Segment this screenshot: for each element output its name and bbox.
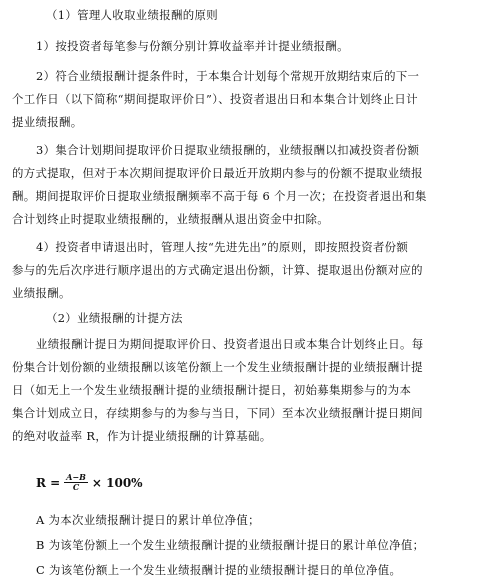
definition-c: C 为该笔份额上一个发生业绩报酬计提的业绩报酬计提日的单位净值。 xyxy=(36,563,402,577)
formula-numerator: A−B xyxy=(66,472,86,482)
paragraph-line: 合计划终止时提取业绩报酬的，业绩报酬从退出资金中扣除。 xyxy=(12,212,329,226)
paragraph-line: 日（如无上一个发生业绩报酬计提的业绩报酬计提日，初始募集期参与的为本 xyxy=(12,383,412,397)
return-formula xyxy=(36,473,143,492)
paragraph-line: 的绝对收益率 R，作为计提业绩报酬的计算基础。 xyxy=(12,429,272,443)
paragraph-line: 提业绩报酬。 xyxy=(12,115,83,129)
section-heading-method: （2）业绩报酬的计提方法 xyxy=(46,311,183,325)
paragraph-line: 3）集合计划期间提取评价日提取业绩报酬的，业绩报酬以扣减投资者份额 xyxy=(36,143,420,157)
paragraph-line: 2）符合业绩报酬计提条件时，于本集合计划每个常规开放期结束后的下一 xyxy=(36,69,420,83)
formula-fraction xyxy=(64,473,88,492)
paragraph-line: 酬。期间提取评价日提取业绩报酬频率不高于每 6 个月一次；在投资者退出和集 xyxy=(12,189,427,203)
paragraph-line: 业绩报酬。 xyxy=(12,286,71,300)
definition-a: A 为本次业绩报酬计提日的累计单位净值； xyxy=(36,513,260,527)
paragraph-line: 份集合计划份额的业绩报酬以该笔份额上一个发生业绩报酬计提的业绩报酬计提 xyxy=(12,360,423,374)
section-heading-principles: （1）管理人收取业绩报酬的原则 xyxy=(46,8,218,22)
paragraph-line: 集合计划成立日，存续期参与的为参与当日，下同）至本次业绩报酬计提日期间 xyxy=(12,406,423,420)
formula-rhs: × 100% xyxy=(91,475,143,490)
formula-denominator: C xyxy=(72,482,80,492)
paragraph-line: 个工作日（以下简称“期间提取评价日”）、投资者退出日和本集合计划终止日计 xyxy=(12,92,418,106)
definition-b: B 为该笔份额上一个发生业绩报酬计提的业绩报酬计提日的累计单位净值； xyxy=(36,538,425,552)
paragraph-line: 参与的先后次序进行顺序退出的方式确定退出份额，计算、提取退出份额对应的 xyxy=(12,263,423,277)
paragraph-line: 业绩报酬计提日为期间提取评价日、投资者退出日或本集合计划终止日。每 xyxy=(36,337,424,351)
paragraph-line: 4）投资者申请退出时，管理人按“先进先出”的原则，即按照投资者份额 xyxy=(36,240,409,254)
paragraph-line: 1）按投资者每笔参与份额分别计算收益率并计提业绩报酬。 xyxy=(36,39,349,53)
formula-lhs: R = xyxy=(36,475,61,490)
paragraph-line: 的方式提取，但对于本次期间提取评价日最近开放期内参与的份额不提取业绩报 xyxy=(12,166,423,180)
